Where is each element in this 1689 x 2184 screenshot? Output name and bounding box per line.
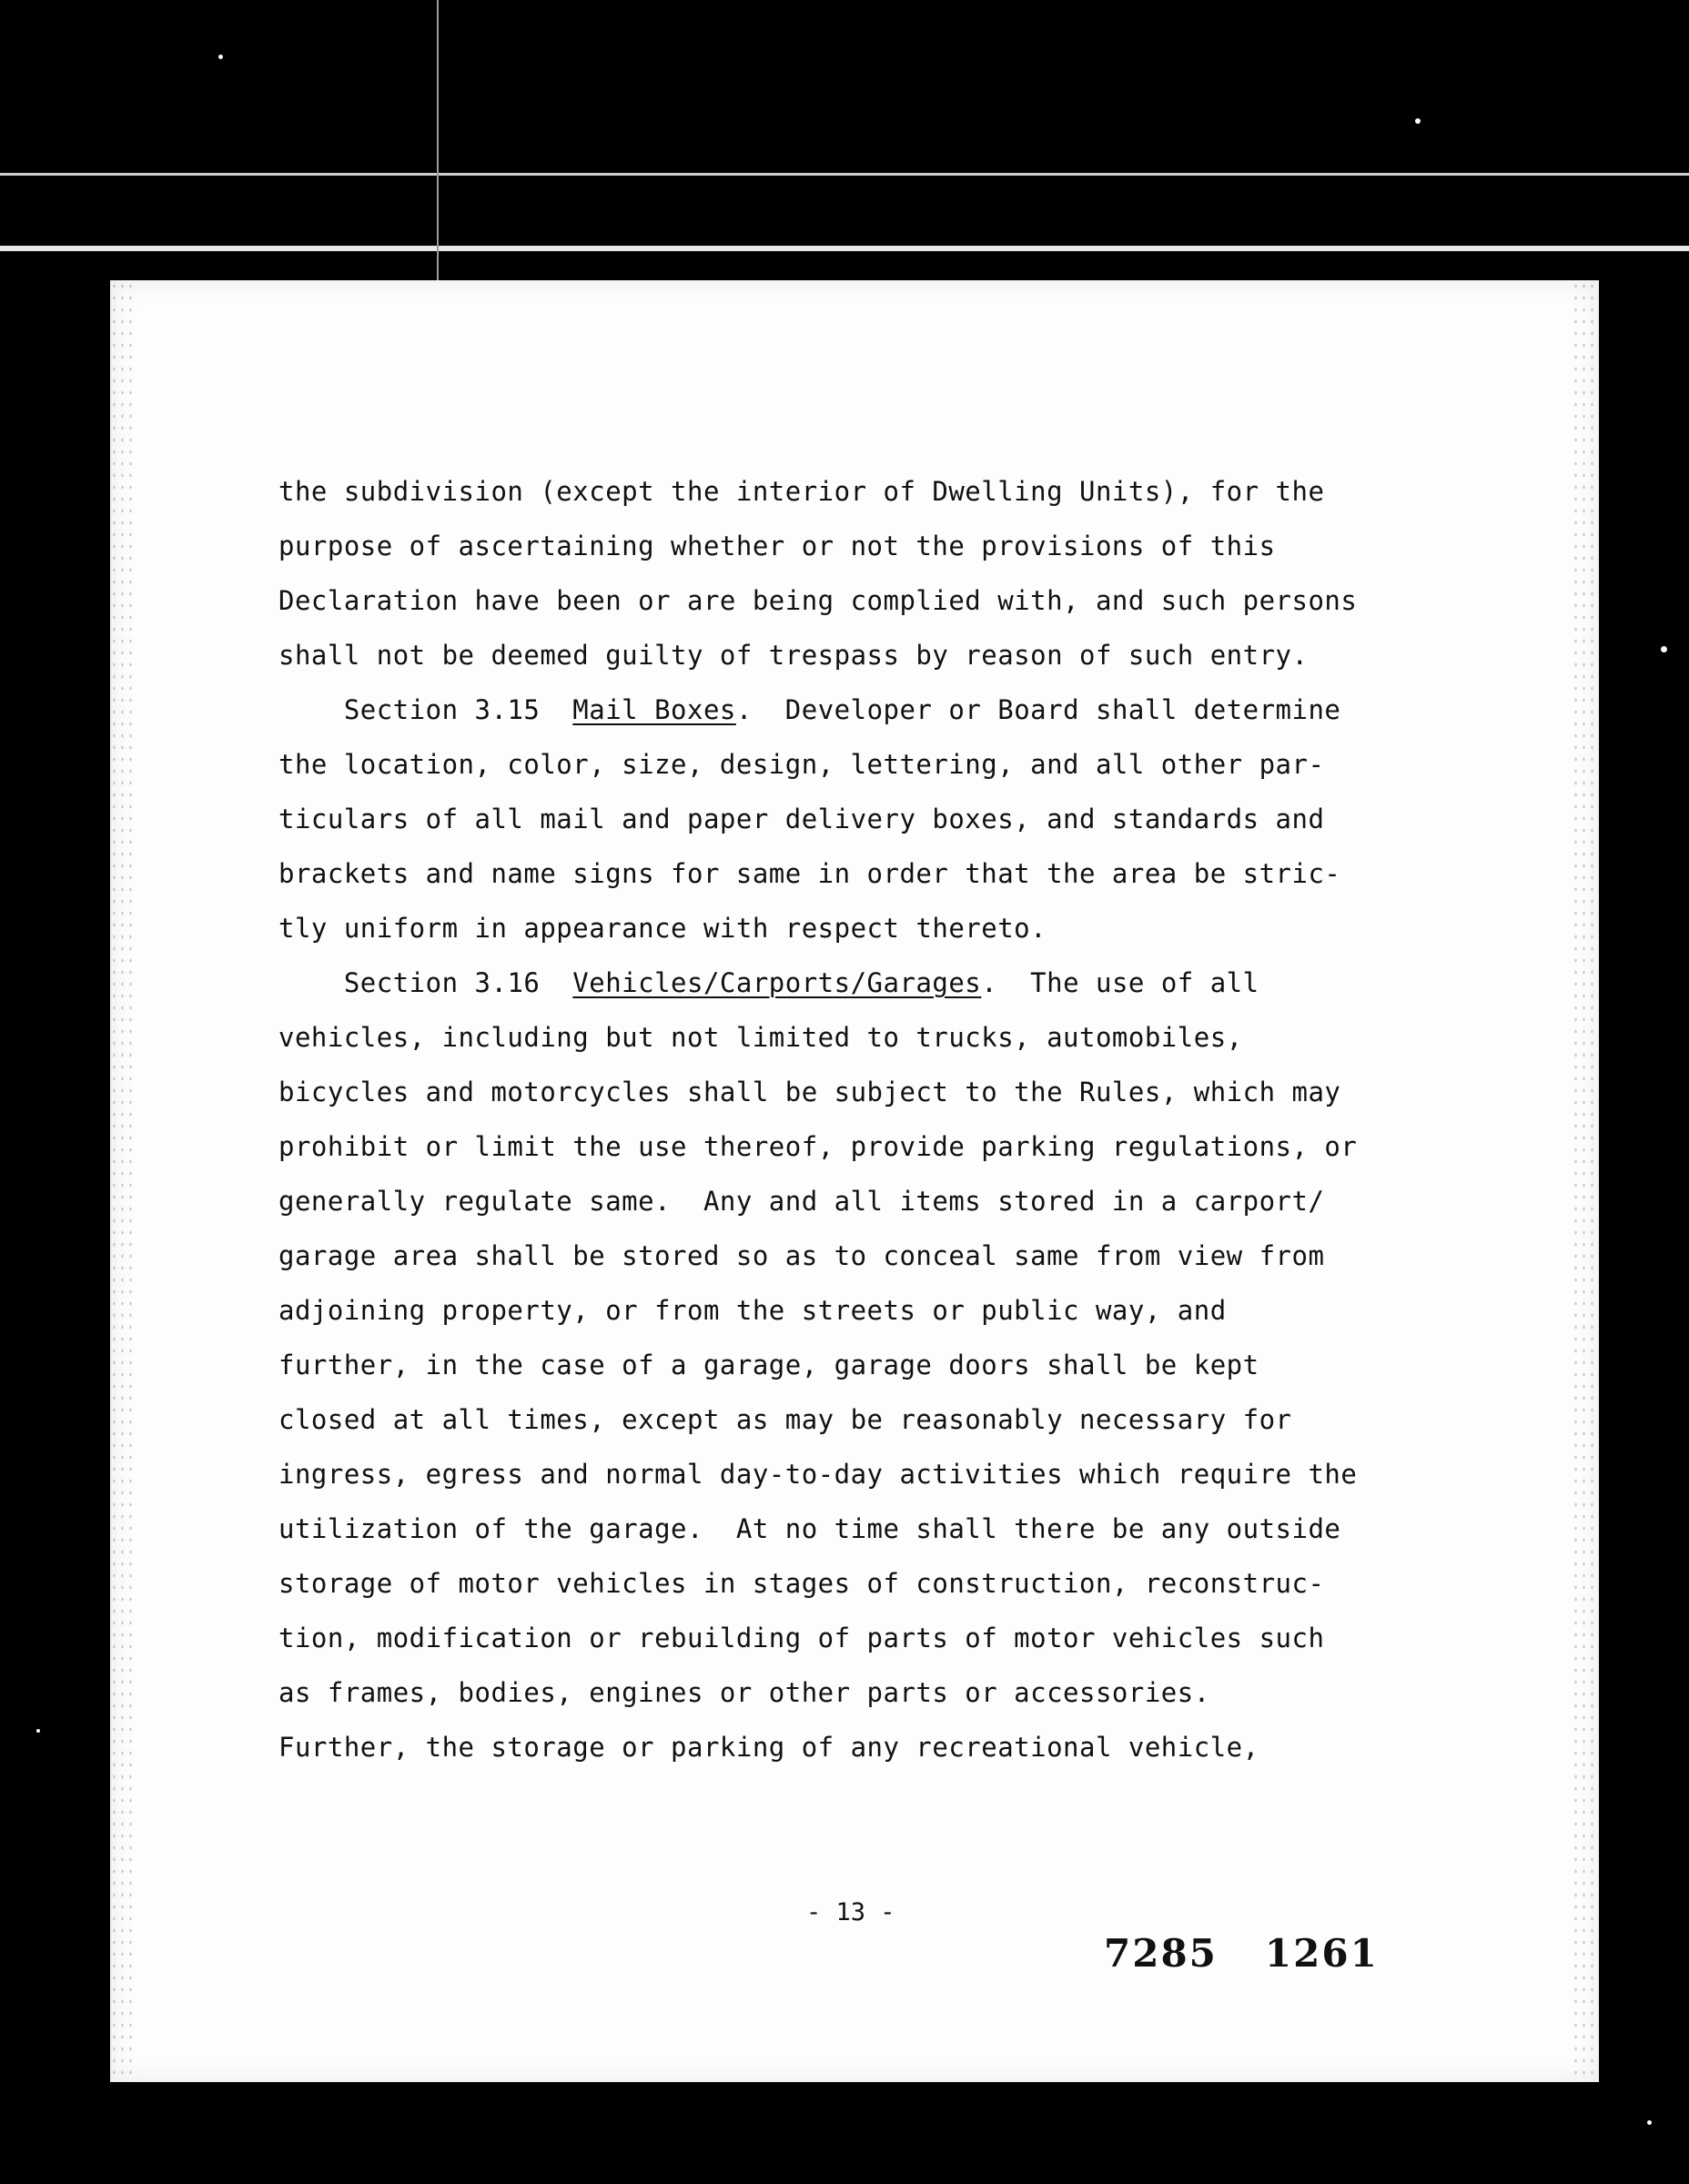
book-page-number: 1261: [1264, 1931, 1379, 1976]
text-line: the subdivision (except the interior of Dwelling Units), for the: [278, 476, 1325, 507]
scan-edge-noise: [1572, 280, 1599, 2082]
section-label: Section 3.15: [343, 694, 541, 725]
scan-edge-noise: [110, 280, 137, 2082]
scan-speck: [218, 55, 223, 59]
text-line: utilization of the garage. At no time shall there be any outside: [278, 1513, 1341, 1544]
document-page: [110, 280, 1599, 2082]
scan-speck: [1647, 2120, 1652, 2125]
section-first-line-rest: . Developer or Board shall determine: [735, 694, 1341, 725]
section-label: Section 3.16: [343, 967, 541, 998]
text-line: generally regulate same. Any and all items stored in a carport/: [278, 1186, 1325, 1217]
section-heading-line: [278, 682, 1571, 737]
text-line: the location, color, size, design, lettering, and all other par-: [278, 749, 1325, 780]
text-line: purpose of ascertaining whether or not the provisions of this: [278, 531, 1276, 561]
page-number: - 13 -: [806, 1898, 895, 1926]
section-heading-line: [278, 956, 1571, 1010]
text-line: closed at all times, except as may be reasonably necessary for: [278, 1404, 1292, 1435]
scan-dark-border-top: [0, 0, 1689, 273]
section-title: Mail Boxes: [572, 694, 736, 725]
book-page-stamp: [1104, 1931, 1379, 1976]
text-line: tly uniform in appearance with respect thereto.: [278, 913, 1047, 944]
text-line: prohibit or limit the use thereof, provide parking regulations, or: [278, 1131, 1358, 1162]
text-line: brackets and name signs for same in order that the area be stric-: [278, 858, 1341, 889]
text-line: as frames, bodies, engines or other parts or accessories.: [278, 1677, 1210, 1708]
text-line: storage of motor vehicles in stages of construction, reconstruc-: [278, 1568, 1325, 1599]
text-line: shall not be deemed guilty of trespass by reason of such entry.: [278, 640, 1309, 671]
document-body: [278, 464, 1571, 1774]
text-line: Declaration have been or are being complied with, and such persons: [278, 585, 1358, 616]
text-line: ticulars of all mail and paper delivery boxes, and standards and: [278, 804, 1325, 834]
text-line: adjoining property, or from the streets or public way, and: [278, 1295, 1227, 1326]
text-line: garage area shall be stored so as to conceal same from view from: [278, 1240, 1325, 1271]
scan-artifact-rule: [0, 173, 1689, 176]
scan-speck: [1415, 118, 1421, 124]
scan-speck: [1661, 646, 1667, 652]
scan-speck: [36, 1729, 40, 1733]
scan-artifact-rule: [0, 246, 1689, 251]
text-line: ingress, egress and normal day-to-day activities which require the: [278, 1459, 1358, 1490]
text-line: further, in the case of a garage, garage doors shall be kept: [278, 1350, 1259, 1380]
section-first-line-rest: . The use of all: [981, 967, 1259, 998]
section-title: Vehicles/Carports/Garages: [572, 967, 982, 998]
text-line: Further, the storage or parking of any recreational vehicle,: [278, 1732, 1259, 1763]
text-line: bicycles and motorcycles shall be subject to the Rules, which may: [278, 1077, 1341, 1107]
book-number: 7285: [1104, 1931, 1218, 1976]
text-line: vehicles, including but not limited to trucks, automobiles,: [278, 1022, 1243, 1053]
text-line: tion, modification or rebuilding of parts of motor vehicles such: [278, 1623, 1325, 1653]
